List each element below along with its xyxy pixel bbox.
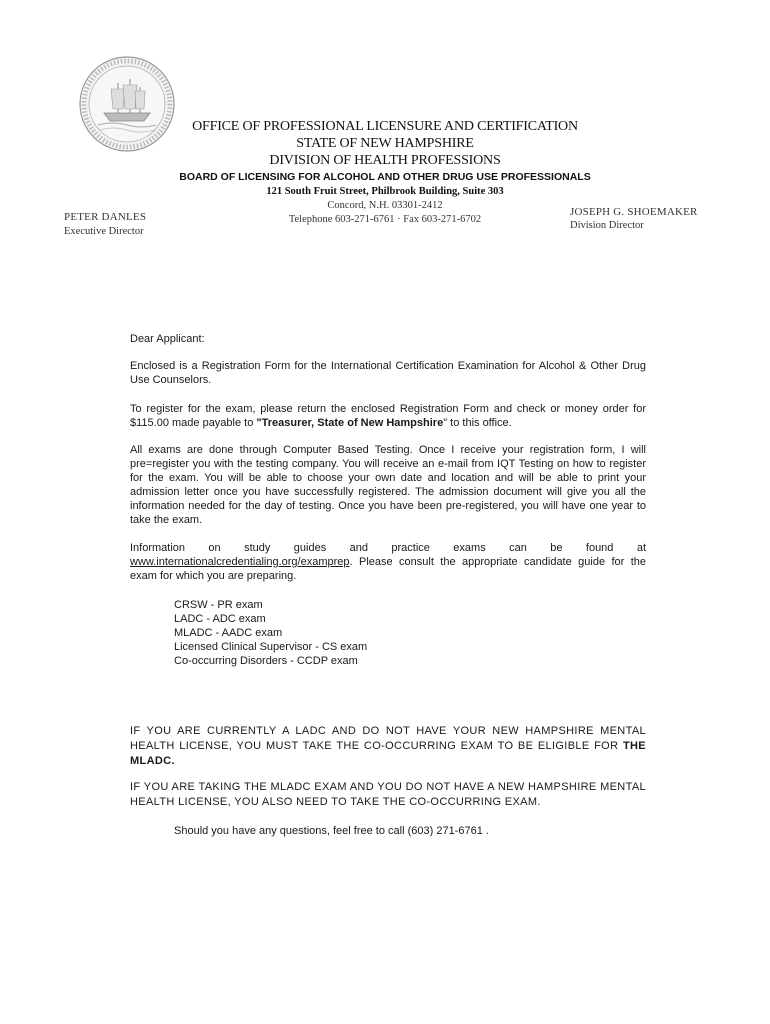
- division-director-title: Division Director: [570, 220, 644, 231]
- state-title: STATE OF NEW HAMPSHIRE: [296, 136, 474, 151]
- paragraph-register: To register for the exam, please return the enclosed Registration Form and check or money order for $115.00 made payable to "Treasurer, State of New Hampshire" to this office.: [130, 403, 646, 429]
- closing-line: Should you have any questions, feel free to call (603) 271-6761 .: [174, 825, 489, 837]
- notice-ladc: IF YOU ARE CURRENTLY A LADC AND DO NOT HAVE YOUR NEW HAMPSHIRE MENTAL HEALTH LICENSE, YOU MUST TAKE THE CO-OCCURRING EXAM TO BE ELIGIBLE FOR THE MLADC.: [130, 725, 646, 767]
- salutation: Dear Applicant:: [130, 333, 205, 345]
- exam-prep-link[interactable]: www.internationalcredentialing.org/examprep: [130, 556, 350, 568]
- division-director-name: JOSEPH G. SHOEMAKER: [570, 206, 698, 218]
- payee-name: "Treasurer, State of New Hampshire: [256, 417, 444, 429]
- phone-fax: Telephone 603-271-6761 · Fax 603-271-6702: [288, 214, 482, 225]
- notice-mladc: IF YOU ARE TAKING THE MLADC EXAM AND YOU DO NOT HAVE A NEW HAMPSHIRE MENTAL HEALTH LICENSE, YOU ALSO NEED TO TAKE THE CO-OCCURRING EXAM.: [130, 781, 646, 808]
- office-title: OFFICE OF PROFESSIONAL LICENSURE AND CERTIFICATION: [192, 119, 578, 134]
- list-item: CRSW - PR exam: [174, 599, 263, 611]
- paragraph-computer-testing: All exams are done through Computer Based Testing. Once I receive your registration form, I will pre=register you with the testing company. You will receive an e-mail from IQT Testing on how to register for the exam. You will be able to choose your own date and location and will be able to print your admission letter once you have successfully registered. The admission document will give you all the information needed for the day of testing. Once you have been pre-registered, you will have one year to take the exam.: [130, 444, 646, 526]
- list-item: MLADC - AADC exam: [174, 627, 283, 639]
- list-item: Licensed Clinical Supervisor - CS exam: [174, 641, 368, 653]
- city-address: Concord, N.H. 03301-2412: [327, 200, 443, 211]
- executive-director-name: PETER DANLES: [64, 211, 147, 223]
- paragraph-study-guides-line1: Information on study guides and practice exams can be found at: [130, 542, 646, 554]
- list-item: Co-occurring Disorders - CCDP exam: [174, 655, 358, 667]
- street-address: 121 South Fruit Street, Philbrook Building, Suite 303: [266, 186, 504, 197]
- division-title: DIVISION OF HEALTH PROFESSIONS: [269, 153, 501, 168]
- list-item: LADC - ADC exam: [174, 613, 266, 625]
- executive-director-title: Executive Director: [64, 226, 144, 237]
- paragraph-enclosed: Enclosed is a Registration Form for the International Certification Examination for Alcohol & Other Drug Use Counselors.: [130, 360, 646, 386]
- board-title: BOARD OF LICENSING FOR ALCOHOL AND OTHER DRUG USE PROFESSIONALS: [179, 171, 591, 183]
- paragraph-study-guides: www.internationalcredentialing.org/examprep. Please consult the appropriate candidate guide for the exam for which you are preparing.: [130, 556, 646, 582]
